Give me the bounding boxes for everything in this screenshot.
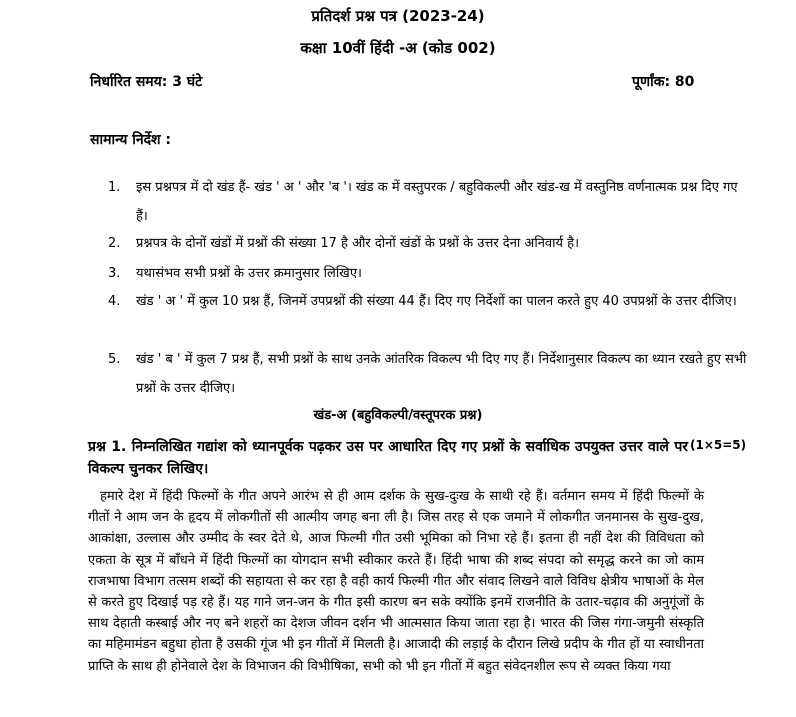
comprehension-passage: हमारे देश में हिंदी फिल्मों के गीत अपने आरंभ से ही आम दर्शक के सुख-दुःख के साथी रहे हैं। वर्तमान समय में हिंदी फिल्मों के गीतों ने आम जन के हृदय में लोकगीतों सी आत्मीय जगह बना ली है। जिस तरह से एक जमाने में लोकगीत जनमानस के सुख-दुख, आकांक्षा, उल्लास और उम्मीद के स्वर देते थे, आज फिल्मी गीत उसी भूमिका को निभा रहे हैं। इतना ही नहीं देश की विविधता को एकता के सूत्र में बाँधने में हिंदी फिल्मों का योगदान सभी स्वीकार करते हैं। हिंदी भाषा की शब्द संपदा को समृद्ध करने का जो काम राजभाषा विभाग तत्सम शब्दों की सहायता से कर रहा है वही कार्य फिल्मी गीत और संवाद लिखने वाले विविध क्षेत्रीय भाषाओं के मेल से करते हुए दिखाई पड़ रहे हैं। यह गाने जन-जन के गीत इसी कारण बन सके क्योंकि इनमें राजनीति के उतार-चढ़ाव की अनुगूंजों के साथ देहाती कस्बाई और नए बने शहरों का देशज जीवन दर्शन भी आत्मसात किया जाता रहा है। भारत की जिस गंगा-जमुनी संस्कृति का महिमामंडन बहुधा होता है उसकी गूंज भी इन गीतों में मिलती है। आजादी की लड़ाई के दौरान लिखे प्रदीप के गीत हों या स्वाधीनता प्राप्ति के साथ ही होनेवाले देश के विभाजन की विभीषिका, सभी को भी इन गीतों में बहुत संवेदनशील रूप से व्यक्त किया गया — [88, 489, 704, 674]
instruction-number: 4. — [108, 294, 121, 309]
instruction-number: 3. — [108, 266, 121, 281]
instruction-text: खंड ' अ ' में कुल 10 प्रश्न हैं, जिनमें उपप्रश्नों की संख्या 44 हैं। दिए गए निर्देशों का पालन करते हुए 40 उपप्रश्नों के उत्तर दीजिए। — [136, 294, 737, 309]
section-heading: खंड-अ (बहुविकल्पी/वस्तूपरक प्रश्न) — [313, 408, 483, 423]
question-1-marks: (1×5=5) — [690, 438, 747, 452]
instruction-item — [108, 345, 748, 403]
paper-subtitle: कक्षा 10वीं हिंदी -अ (कोड 002) — [300, 39, 496, 57]
instruction-text: खंड ' ब ' में कुल 7 प्रश्न हैं, सभी प्रश्नों के साथ उनके आंतरिक विकल्प भी दिए गए हैं। निर्देशानुसार विकल्प का ध्यान रखते हुए सभी प्रश्नों के उत्तर दीजिए। — [136, 352, 747, 396]
time-allowed: निर्धारित समय: 3 घंटे — [90, 74, 203, 90]
instruction-text: इस प्रश्नपत्र में दो खंड हैं- खंड ' अ ' और 'ब '। खंड क में वस्तुपरक / बहुविकल्पी और खंड-ख में वस्तुनिष्ठ वर्णनात्मक प्रश्न दिए गए हैं। — [136, 180, 738, 224]
instruction-item — [108, 229, 748, 258]
question-1-text: प्रश्न 1. निम्नलिखित गद्यांश को ध्यानपूर्वक पढ़कर उस पर आधारित दिए गए प्रश्नों के सर्वाधिक उपयुक्त उत्तर वाले पर विकल्प चुनकर लिखिए। — [88, 439, 688, 477]
maximum-marks: पूर्णांक: 80 — [632, 74, 695, 90]
instruction-item — [108, 173, 748, 231]
paper-title: प्रतिदर्श प्रश्न पत्र (2023-24) — [311, 7, 485, 25]
instruction-text: प्रश्नपत्र के दोनों खंडों में प्रश्नों की संख्या 17 है और दोनों खंडों के प्रश्नों के उत्तर देना अनिवार्य है। — [136, 236, 580, 251]
instruction-text: यथासंभव सभी प्रश्नों के उत्तर क्रमानुसार लिखिए। — [136, 266, 362, 281]
instruction-item — [108, 287, 748, 316]
instruction-number: 1. — [108, 180, 121, 195]
instructions-heading: सामान्य निर्देश : — [90, 132, 172, 148]
instruction-number: 5. — [108, 352, 121, 367]
instruction-number: 2. — [108, 236, 121, 251]
instruction-item — [108, 259, 748, 288]
